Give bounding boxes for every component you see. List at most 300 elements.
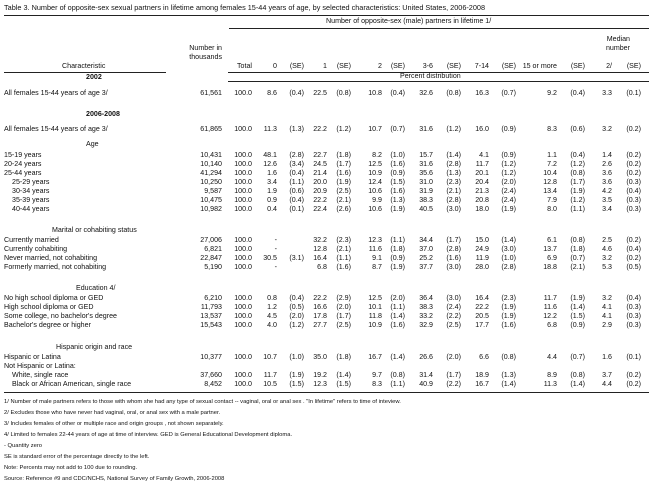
row-label: Currently married: [4, 236, 59, 244]
cell-total: 100.0: [234, 196, 252, 204]
cell-se-median: (0.2): [626, 125, 641, 133]
cell-pct-1: 35.0: [313, 353, 327, 361]
cell-se-7-14: (1.9): [501, 303, 516, 311]
cell-total: 100.0: [234, 294, 252, 302]
cell-pct-7-14: 16.4: [475, 294, 489, 302]
cell-se-2: (1.5): [390, 178, 405, 186]
cell-number: 10,982: [200, 205, 222, 213]
cell-number: 6,210: [204, 294, 222, 302]
cell-se-median: (0.3): [626, 303, 641, 311]
cell-median: 4.6: [602, 245, 612, 253]
row-label: All females 15-44 years of age 3/: [4, 125, 108, 133]
cell-se-0: (1.2): [289, 321, 304, 329]
cell-pct-2: 12.4: [368, 178, 382, 186]
cell-pct-1: 22.7: [313, 151, 327, 159]
row-label: Currently cohabiting: [4, 245, 68, 253]
cell-se-7-14: (1.6): [501, 321, 516, 329]
cell-se-0: (0.4): [289, 196, 304, 204]
cell-se-0: (1.5): [289, 380, 304, 388]
cell-se-median: (0.2): [626, 254, 641, 262]
cell-pct-1: 21.4: [313, 169, 327, 177]
cell-se-0: (3.1): [289, 254, 304, 262]
cell-se-1: (1.2): [336, 125, 351, 133]
cell-se-2: (1.4): [390, 312, 405, 320]
percent-distribution-rule: [228, 81, 649, 82]
cell-se-0: (0.1): [289, 205, 304, 213]
cell-se-15: (1.9): [570, 294, 585, 302]
cell-pct-0: 0.8: [267, 294, 277, 302]
cell-pct-2: 10.8: [368, 89, 382, 97]
cell-total: 100.0: [234, 169, 252, 177]
cell-se-2: (0.4): [390, 89, 405, 97]
cell-pct-2: 12.3: [368, 236, 382, 244]
cell-pct-3-6: 31.4: [419, 371, 433, 379]
cell-pct-1: 17.8: [313, 312, 327, 320]
cell-se-3-6: (2.4): [446, 303, 461, 311]
table-row: [0, 151, 653, 160]
cell-pct-0: 12.6: [263, 160, 277, 168]
cell-se-3-6: (2.2): [446, 312, 461, 320]
cell-pct-7-14: 20.4: [475, 178, 489, 186]
cell-pct-3-6: 25.2: [419, 254, 433, 262]
row-label: No high school diploma or GED: [4, 294, 104, 302]
cell-se-2: (1.3): [390, 196, 405, 204]
table-row: [0, 125, 653, 134]
cell-se-median: (0.2): [626, 169, 641, 177]
cell-total: 100.0: [234, 236, 252, 244]
median-header-line2: number: [605, 44, 630, 52]
cell-pct-2: 10.9: [368, 169, 382, 177]
cell-se-3-6: (2.8): [446, 160, 461, 168]
cell-se-3-6: (1.4): [446, 151, 461, 159]
cell-se-1: (2.3): [336, 236, 351, 244]
cell-pct-3-6: 31.6: [419, 160, 433, 168]
cell-se-3-6: (2.2): [446, 380, 461, 388]
cell-median: 4.1: [602, 303, 612, 311]
cell-pct-1: 12.3: [313, 380, 327, 388]
cell-se-0: (3.4): [289, 160, 304, 168]
table-row: [0, 187, 653, 196]
median-header-line1: Median: [606, 35, 630, 43]
cell-pct-7-14: 6.6: [479, 353, 489, 361]
cell-pct-2: 10.7: [368, 125, 382, 133]
cell-total: 100.0: [234, 321, 252, 329]
cell-se-7-14: (2.3): [501, 294, 516, 302]
cell-se-1: (1.9): [336, 178, 351, 186]
row-label: 15-19 years: [4, 151, 42, 159]
cell-pct-3-6: 31.9: [419, 187, 433, 195]
cell-pct-1: 20.9: [313, 187, 327, 195]
table-row: [0, 254, 653, 263]
cell-se-median: (0.4): [626, 187, 641, 195]
cell-se-15: (1.1): [570, 205, 585, 213]
col-0-header: 0: [273, 62, 277, 70]
cell-median: 3.6: [602, 169, 612, 177]
group-heading: Marital or cohabiting status: [52, 226, 137, 234]
cell-number: 10,377: [200, 353, 222, 361]
total-header: Total: [237, 62, 252, 70]
cell-se-0: (0.4): [289, 89, 304, 97]
cell-se-2: (2.0): [390, 294, 405, 302]
cell-se-1: (2.9): [336, 294, 351, 302]
cell-total: 100.0: [234, 187, 252, 195]
cell-pct-15: 6.1: [547, 236, 557, 244]
cell-se-3-6: (2.8): [446, 196, 461, 204]
cell-pct-7-14: 28.0: [475, 263, 489, 271]
top-rule: [4, 15, 649, 16]
col-7-14-header: 7-14: [474, 62, 489, 70]
cell-se-median: (0.3): [626, 205, 641, 213]
cell-pct-7-14: 18.0: [475, 205, 489, 213]
cell-pct-1: 24.5: [313, 160, 327, 168]
cell-pct-15: 6.9: [547, 254, 557, 262]
cell-median: 3.2: [602, 254, 612, 262]
section-heading: 2002: [86, 73, 102, 81]
cell-se-1: (1.8): [336, 151, 351, 159]
footnote: 4/ Limited to females 22-44 years of age at time of interview. GED is General Educational Development diploma.: [4, 432, 293, 438]
cell-pct-7-14: 16.0: [475, 125, 489, 133]
footnote: 2/ Excludes those who have never had vaginal, oral, or anal sex with a male partner.: [4, 410, 221, 416]
row-label: White, single race: [12, 371, 69, 379]
cell-se-7-14: (1.9): [501, 205, 516, 213]
cell-total: 100.0: [234, 178, 252, 186]
cell-se-median: (0.1): [626, 353, 641, 361]
cell-pct-0: 1.6: [267, 169, 277, 177]
cell-se-median: (0.2): [626, 151, 641, 159]
row-label: 30-34 years: [12, 187, 50, 195]
cell-se-2: (1.1): [390, 303, 405, 311]
cell-se-15: (0.8): [570, 236, 585, 244]
table-row: [0, 196, 653, 205]
cell-pct-15: 7.9: [547, 196, 557, 204]
footnote: - Quantity zero: [4, 443, 43, 449]
table-row: [0, 263, 653, 272]
cell-se-7-14: (3.0): [501, 245, 516, 253]
cell-pct-15: 18.8: [543, 263, 557, 271]
group-heading: Not Hispanic or Latina:: [4, 362, 76, 370]
row-label: 20-24 years: [4, 160, 42, 168]
cell-se-3-6: (1.6): [446, 254, 461, 262]
cell-pct-0: 0.9: [267, 196, 277, 204]
group-heading: Age: [86, 140, 99, 148]
cell-pct-2: 12.5: [368, 294, 382, 302]
cell-se-0: (2.0): [289, 312, 304, 320]
cell-se-15: (1.5): [570, 312, 585, 320]
cell-se-15: (0.8): [570, 169, 585, 177]
cell-se-15: (0.6): [570, 125, 585, 133]
cell-se-7-14: (2.4): [501, 187, 516, 195]
cell-se-7-14: (2.4): [501, 196, 516, 204]
cell-se-2: (0.8): [390, 371, 405, 379]
cell-pct-0: 4.0: [267, 321, 277, 329]
cell-pct-3-6: 38.3: [419, 303, 433, 311]
cell-se-0: (0.4): [289, 169, 304, 177]
cell-median: 3.2: [602, 125, 612, 133]
cell-se-3-6: (1.7): [446, 371, 461, 379]
cell-median: 2.5: [602, 236, 612, 244]
cell-pct-7-14: 16.3: [475, 89, 489, 97]
cell-number: 8,452: [204, 380, 222, 388]
se-header: (SE): [289, 62, 304, 70]
cell-se-1: (1.7): [336, 312, 351, 320]
se-header: (SE): [446, 62, 461, 70]
characteristic-rule: [4, 72, 166, 73]
cell-se-2: (1.6): [390, 321, 405, 329]
cell-pct-1: 32.2: [313, 236, 327, 244]
cell-se-15: (0.4): [570, 89, 585, 97]
cell-number: 5,190: [204, 263, 222, 271]
cell-pct-7-14: 20.5: [475, 312, 489, 320]
cell-se-3-6: (3.0): [446, 294, 461, 302]
cell-number: 11,793: [200, 303, 222, 311]
cell-se-median: (0.5): [626, 263, 641, 271]
cell-se-2: (0.9): [390, 254, 405, 262]
cell-pct-3-6: 26.6: [419, 353, 433, 361]
cell-se-3-6: (2.8): [446, 245, 461, 253]
cell-pct-2: 11.6: [368, 245, 382, 253]
group-heading: Hispanic origin and race: [56, 343, 133, 351]
col-15-header: 15 or more: [522, 62, 557, 70]
cell-pct-0: 11.7: [263, 371, 277, 379]
cell-pct-7-14: 4.1: [479, 151, 489, 159]
cell-pct-15: 11.7: [543, 294, 557, 302]
cell-median: 3.3: [602, 89, 612, 97]
cell-number: 41,294: [200, 169, 222, 177]
cell-se-1: (1.7): [336, 160, 351, 168]
cell-pct-1: 22.2: [313, 125, 327, 133]
footnote: Note: Percents may not add to 100 due to rounding.: [4, 465, 138, 471]
row-label: Formerly married, not cohabiting: [4, 263, 107, 271]
cell-se-3-6: (2.3): [446, 178, 461, 186]
cell-pct-3-6: 38.3: [419, 196, 433, 204]
footnote: 1/ Number of male partners refers to those with whom she had any type of sexual contact -- vaginal, oral or anal sex . "In lifetime" refers to time of inteview.: [4, 399, 401, 405]
footnote: Source: Reference #9 and CDC/NCHS, National Survey of Family Growth, 2006-2008: [4, 476, 225, 482]
cell-pct-3-6: 32.6: [419, 89, 433, 97]
cell-se-15: (0.4): [570, 151, 585, 159]
cell-se-median: (0.3): [626, 178, 641, 186]
cell-number: 61,865: [200, 125, 222, 133]
cell-total: 100.0: [234, 371, 252, 379]
cell-se-3-6: (1.2): [446, 125, 461, 133]
cell-total: 100.0: [234, 380, 252, 388]
se-header: (SE): [336, 62, 351, 70]
cell-pct-3-6: 32.9: [419, 321, 433, 329]
cell-se-7-14: (0.9): [501, 125, 516, 133]
table-row: [0, 89, 653, 98]
cell-pct-15: 4.4: [547, 353, 557, 361]
cell-pct-15: 11.3: [543, 380, 557, 388]
cell-pct-15: 8.3: [547, 125, 557, 133]
cell-se-15: (2.1): [570, 263, 585, 271]
cell-number: 61,561: [200, 89, 222, 97]
cell-pct-15: 9.2: [547, 89, 557, 97]
cell-pct-15: 12.8: [543, 178, 557, 186]
cell-pct-1: 22.2: [313, 196, 327, 204]
cell-pct-2: 9.1: [372, 254, 382, 262]
cell-se-0: (0.4): [289, 294, 304, 302]
cell-se-7-14: (1.2): [501, 160, 516, 168]
row-label: 40-44 years: [12, 205, 50, 213]
cell-se-2: (0.9): [390, 169, 405, 177]
table-row: [0, 205, 653, 214]
cell-se-3-6: (2.5): [446, 321, 461, 329]
cell-pct-0: 10.5: [263, 380, 277, 388]
cell-number: 10,475: [200, 196, 222, 204]
cell-pct-1: 19.2: [313, 371, 327, 379]
cell-pct-1: 20.0: [313, 178, 327, 186]
cell-se-1: (1.6): [336, 169, 351, 177]
cell-pct-2: 8.2: [372, 151, 382, 159]
cell-se-7-14: (0.8): [501, 353, 516, 361]
cell-pct-2: 10.6: [368, 205, 382, 213]
cell-pct-15: 8.9: [547, 371, 557, 379]
se-header: (SE): [570, 62, 585, 70]
cell-number: 22,847: [200, 254, 222, 262]
bottom-rule: [4, 392, 649, 393]
cell-se-1: (0.8): [336, 89, 351, 97]
cell-pct-1: 22.2: [313, 294, 327, 302]
cell-number: 15,543: [200, 321, 222, 329]
cell-pct-1: 22.4: [313, 205, 327, 213]
cell-median: 3.5: [602, 196, 612, 204]
cell-se-0: (1.0): [289, 353, 304, 361]
cell-se-1: (2.5): [336, 321, 351, 329]
cell-se-median: (0.3): [626, 321, 641, 329]
cell-pct-3-6: 35.6: [419, 169, 433, 177]
cell-se-7-14: (1.0): [501, 254, 516, 262]
cell-se-2: (1.9): [390, 263, 405, 271]
cell-pct-0: 1.2: [267, 303, 277, 311]
cell-se-1: (2.1): [336, 196, 351, 204]
cell-median: 2.9: [602, 321, 612, 329]
table-row: [0, 294, 653, 303]
cell-se-2: (1.1): [390, 236, 405, 244]
spanner-rule: [229, 28, 649, 29]
number-header-line1: Number in: [189, 44, 222, 52]
cell-pct-3-6: 40.9: [419, 380, 433, 388]
cell-number: 10,140: [200, 160, 222, 168]
characteristic-header: Characteristic: [62, 62, 106, 70]
cell-pct-15: 7.2: [547, 160, 557, 168]
cell-total: 100.0: [234, 125, 252, 133]
table-row: [0, 178, 653, 187]
cell-se-3-6: (2.0): [446, 353, 461, 361]
cell-pct-7-14: 11.9: [475, 254, 489, 262]
cell-pct-7-14: 16.7: [475, 380, 489, 388]
cell-pct-1: 12.8: [313, 245, 327, 253]
number-header-line2: thousands: [189, 53, 222, 61]
cell-pct-15: 13.7: [543, 245, 557, 253]
table-row: [0, 371, 653, 380]
cell-median: 1.6: [602, 353, 612, 361]
row-label: Some college, no bachelor's degree: [4, 312, 117, 320]
cell-pct-3-6: 37.0: [419, 245, 433, 253]
cell-pct-2: 10.1: [368, 303, 382, 311]
cell-pct-0: -: [274, 263, 277, 271]
cell-median: 5.3: [602, 263, 612, 271]
row-label: 35-39 years: [12, 196, 50, 204]
cell-median: 3.4: [602, 205, 612, 213]
cell-pct-3-6: 34.4: [419, 236, 433, 244]
cell-median: 3.7: [602, 371, 612, 379]
cell-pct-15: 10.4: [543, 169, 557, 177]
cell-pct-7-14: 17.7: [475, 321, 489, 329]
section-heading: 2006-2008: [86, 110, 120, 118]
cell-pct-7-14: 11.7: [475, 160, 489, 168]
cell-se-median: (0.3): [626, 196, 641, 204]
table-row: [0, 160, 653, 169]
cell-pct-0: 48.1: [263, 151, 277, 159]
footnote: SE is standard error of the percentage directly to the left.: [4, 454, 150, 460]
cell-pct-3-6: 15.7: [419, 151, 433, 159]
cell-pct-3-6: 37.7: [419, 263, 433, 271]
cell-se-1: (1.6): [336, 263, 351, 271]
cell-number: 10,250: [200, 178, 222, 186]
cell-median: 3.6: [602, 178, 612, 186]
cell-pct-0: 4.5: [267, 312, 277, 320]
cell-se-median: (0.2): [626, 236, 641, 244]
cell-se-7-14: (1.2): [501, 169, 516, 177]
percent-distribution-label: Percent distribution: [400, 72, 461, 80]
group-heading: Education 4/: [76, 284, 116, 292]
cell-pct-15: 13.4: [543, 187, 557, 195]
row-label: Hispanic or Latina: [4, 353, 61, 361]
row-label: Never married, not cohabiting: [4, 254, 98, 262]
col-2-header: 2: [378, 62, 382, 70]
cell-pct-7-14: 15.0: [475, 236, 489, 244]
cell-se-1: (2.6): [336, 205, 351, 213]
cell-total: 100.0: [234, 245, 252, 253]
cell-pct-7-14: 24.9: [475, 245, 489, 253]
cell-se-7-14: (2.8): [501, 263, 516, 271]
cell-median: 4.1: [602, 312, 612, 320]
cell-pct-15: 8.0: [547, 205, 557, 213]
cell-total: 100.0: [234, 303, 252, 311]
cell-se-2: (1.8): [390, 245, 405, 253]
cell-se-median: (0.4): [626, 294, 641, 302]
cell-pct-0: 10.7: [263, 353, 277, 361]
cell-se-median: (0.2): [626, 160, 641, 168]
cell-se-2: (0.7): [390, 125, 405, 133]
cell-se-7-14: (1.4): [501, 236, 516, 244]
cell-pct-0: 0.4: [267, 205, 277, 213]
cell-se-15: (1.2): [570, 160, 585, 168]
cell-pct-15: 12.2: [543, 312, 557, 320]
cell-se-0: (2.8): [289, 151, 304, 159]
cell-se-3-6: (0.8): [446, 89, 461, 97]
se-header: (SE): [390, 62, 405, 70]
cell-pct-15: 1.1: [547, 151, 557, 159]
se-header: (SE): [626, 62, 641, 70]
cell-pct-7-14: 20.8: [475, 196, 489, 204]
cell-se-median: (0.2): [626, 380, 641, 388]
cell-number: 6,821: [204, 245, 222, 253]
cell-pct-2: 11.8: [368, 312, 382, 320]
cell-pct-1: 6.8: [317, 263, 327, 271]
cell-total: 100.0: [234, 254, 252, 262]
cell-se-1: (1.5): [336, 380, 351, 388]
cell-se-15: (1.4): [570, 380, 585, 388]
cell-median: 2.6: [602, 160, 612, 168]
cell-se-0: (1.1): [289, 178, 304, 186]
cell-pct-3-6: 40.5: [419, 205, 433, 213]
cell-se-7-14: (1.4): [501, 380, 516, 388]
cell-pct-2: 10.9: [368, 321, 382, 329]
cell-se-3-6: (3.0): [446, 263, 461, 271]
cell-se-2: (1.4): [390, 353, 405, 361]
cell-se-median: (0.2): [626, 371, 641, 379]
cell-se-0: (1.9): [289, 371, 304, 379]
